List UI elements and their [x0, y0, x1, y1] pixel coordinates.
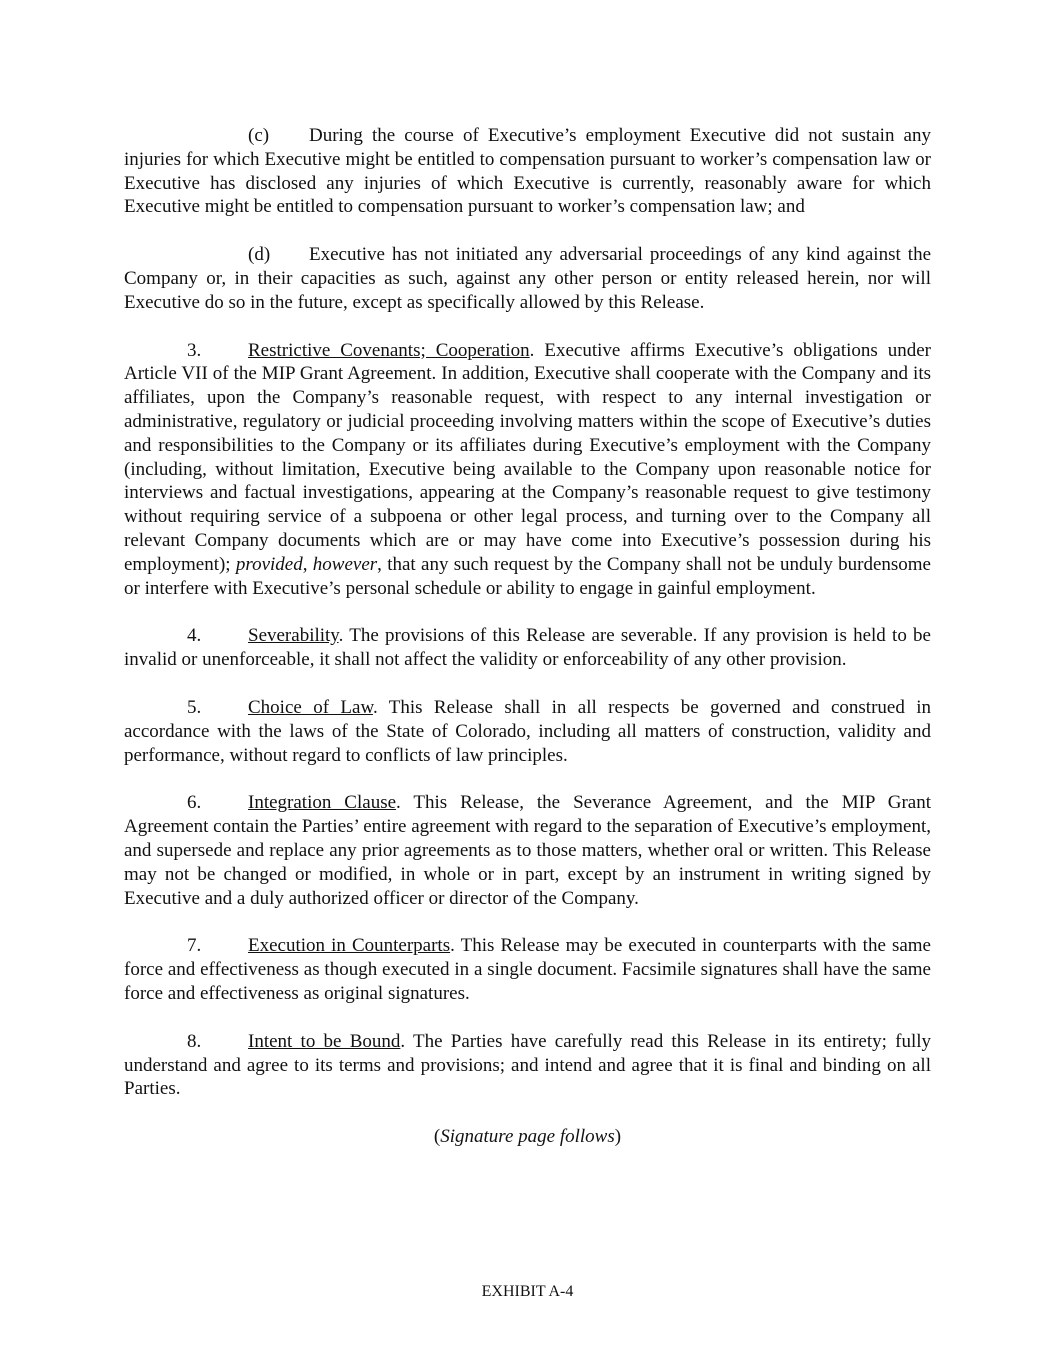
page-footer: EXHIBIT A-4: [481, 1283, 574, 1300]
section-heading: Restrictive Covenants; Cooperation: [248, 339, 530, 361]
document-body: [124, 124, 931, 1168]
section-number: 6.: [187, 792, 202, 814]
section-heading: Integration Clause: [248, 792, 397, 814]
section-text: . The Parties have carefully read this Release in its entirety; fully understand and agree to its terms and provisions; and intend and agree that it is final and binding on all Parties.: [124, 1030, 932, 1100]
section-4: [124, 624, 931, 672]
section-6: [124, 791, 931, 910]
section-7: [124, 934, 931, 1005]
section-text: . This Release shall in all respects be governed and construed in accordance with the laws of the State of Colorado, including all matters of construction, validity and performance, without regard to conflicts of law principles.: [124, 696, 931, 766]
clause-c: [124, 124, 931, 219]
signature-page-note: [124, 1125, 931, 1149]
section-number: 4.: [187, 625, 202, 647]
signature-note-text: Signature page follows: [440, 1126, 615, 1148]
section-heading: Choice of Law: [248, 696, 373, 718]
italic-however: however: [312, 553, 378, 575]
section-3: [124, 339, 931, 601]
section-number: 8.: [187, 1030, 202, 1052]
section-5: [124, 696, 931, 767]
clause-text: During the course of Executive’s employment Executive did not sustain any injuries for which Executive might be entitled to compensation pursuant to worker’s compensation law or Executive has disclosed any injuries of which Executive is currently, reasonably aware for which Executive might be entitled to compensation pursuant to worker’s compensation law; and: [124, 125, 931, 218]
section-text-after: , that any such request by the Company shall not be unduly burdensome or interfere with Executive’s personal schedule or ability to engage in gainful employment.: [124, 553, 931, 599]
section-heading: Execution in Counterparts: [248, 935, 451, 957]
paren-open: (: [433, 1126, 441, 1148]
section-heading: Severability: [248, 625, 339, 647]
section-text: . This Release, the Severance Agreement, and the MIP Grant Agreement contain the Parties’ entire agreement with regard to the separation of Executive’s employment, and supersede and replace any prior agreements as to those matters, whether oral or written. This Release may not be changed or modified, in whole or in part, except by an instrument in writing signed by Executive and a duly authorized officer or director of the Company.: [124, 792, 931, 909]
section-text-comma: ,: [302, 553, 313, 575]
section-heading: Intent to be Bound: [248, 1030, 401, 1052]
clause-text: Executive has not initiated any adversarial proceedings of any kind against the Company or, in their capacities as such, against any other person or entity released herein, nor will Executive do so in the future, except as specifically allowed by this Release.: [124, 244, 931, 313]
section-8: [124, 1030, 931, 1101]
paren-close: ): [614, 1126, 622, 1148]
section-text: . The provisions of this Release are severable. If any provision is held to be invalid or unenforceable, it shall not affect the validity or enforceability of any other provision.: [124, 625, 931, 671]
clause-d: [124, 243, 931, 314]
section-number: 5.: [187, 696, 202, 718]
italic-provided: provided: [235, 553, 303, 575]
clause-label: (c): [248, 125, 270, 146]
section-number: 7.: [187, 935, 202, 957]
section-text: . Executive affirms Executive’s obligations under Article VII of the MIP Grant Agreement. In addition, Executive shall cooperate with the Company and its affiliates, upon the Company’s reasonable request, with respect to any internal investigation or administrative, regulatory or judicial proceeding involving matters within the scope of Executive’s duties and responsibilities to the Company or its affiliates during Executive’s employment with the Company (including, without limitation, Executive being available to the Company upon reasonable notice for interviews and factual investigations, appearing at the Company’s reasonable request to give testimony without requiring service of a subpoena or other legal process, and turning over to the Company all relevant Company documents which are or may have come into Executive’s possession during his employment);: [124, 339, 931, 575]
section-text: . This Release may be executed in counterparts with the same force and effectiveness as though executed in a single document. Facsimile signatures shall have the same force and effectiveness as original signatures.: [124, 935, 931, 1004]
clause-label: (d): [248, 244, 271, 266]
section-number: 3.: [187, 339, 202, 361]
